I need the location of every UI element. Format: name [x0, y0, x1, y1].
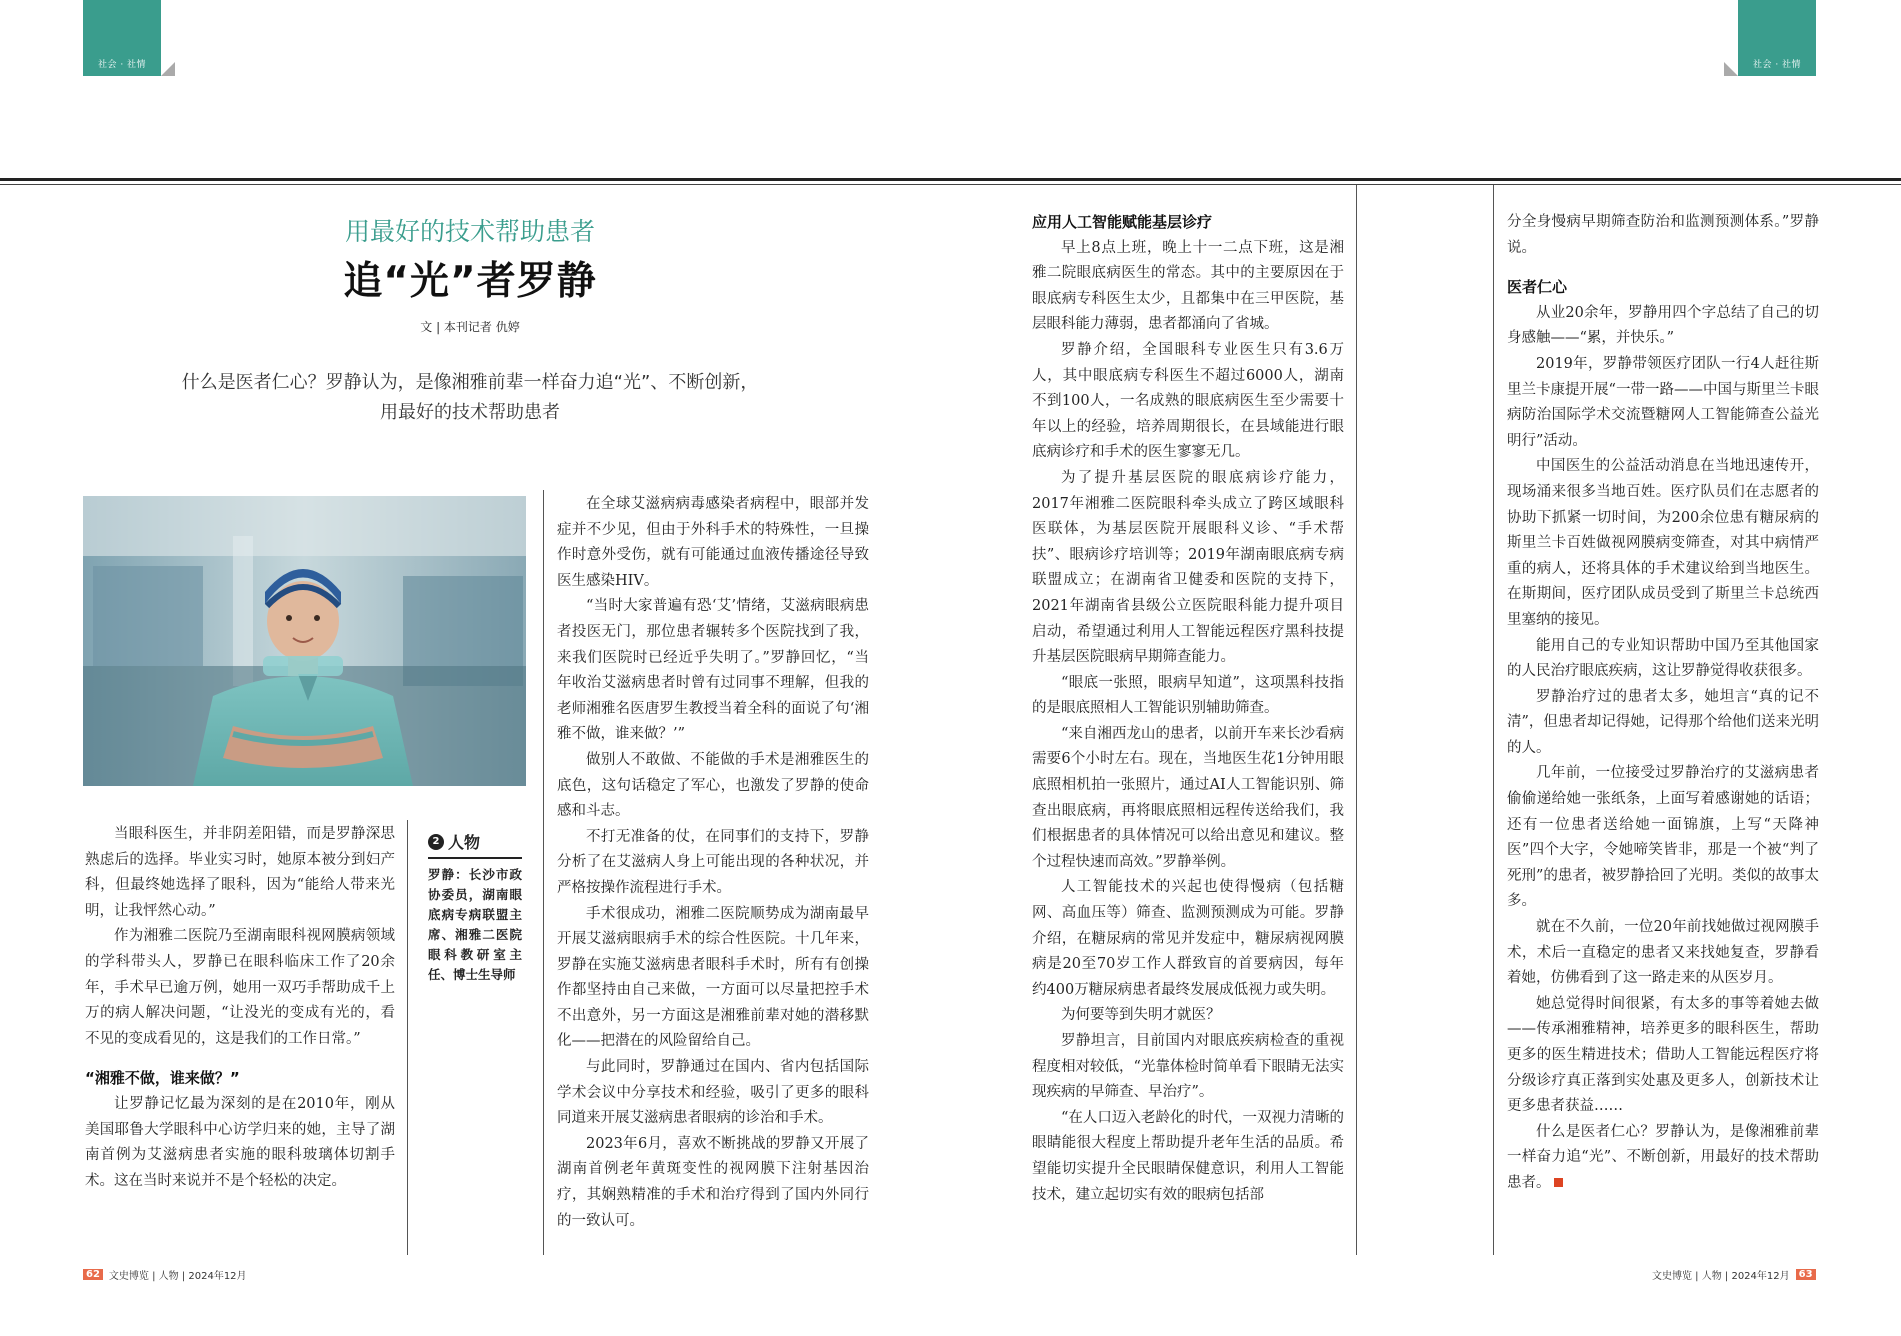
article-title: 追“光”者罗静: [343, 259, 597, 304]
sidebar-heading: [428, 830, 522, 859]
column-4: [1507, 210, 1819, 1197]
paragraph: 罗静介绍，全国眼科专业医生只有3.6万人，其中眼底病专科医生不超过6000人，湖南不到100人，一名成熟的眼底病医生至少需要十年以上的经验，培养周期很长，在县域能进行眼底病诊疗和手术的医生寥寥无几。: [1032, 341, 1344, 461]
paragraph: 不打无准备的仗，在同事们的支持下，罗静分析了在艾滋病人身上可能出现的各种状况，并严格按操作流程进行手术。: [557, 828, 869, 896]
section-tab-left: [83, 0, 161, 76]
paragraph: 从业20余年，罗静用四个字总结了自己的切身感触——“累，并快乐。”: [1507, 304, 1819, 347]
footer-right: [1652, 1267, 1816, 1282]
profile-sidebar: [428, 830, 522, 985]
paragraph: 与此同时，罗静通过在国内、省内包括国际学术会议中分享技术和经验，吸引了更多的眼科同道来开展艾滋病患者眼病的诊治和手术。: [557, 1059, 869, 1127]
article-deck: [160, 368, 780, 428]
paragraph: 罗静坦言，目前国内对眼底疾病检查的重视程度相对较低，“光靠体检时简单看下眼睛无法实现疾病的早筛查、早治疗”。: [1032, 1033, 1344, 1101]
paragraph: 分全身慢病早期筛查防治和监测预测体系。”罗静说。: [1507, 214, 1819, 256]
paragraph: 让罗静记忆最为深刻的是在2010年，刚从美国耶鲁大学眼科中心访学归来的她，主导了湖南首例为艾滋病患者实施的眼科玻璃体切割手术。这在当时来说并不是个轻松的决定。: [85, 1095, 395, 1189]
column-2: [557, 492, 869, 1234]
header-rule-thick: [0, 178, 1901, 181]
sidebar-bio: 罗静：长沙市政协委员，湖南眼底病专病联盟主席、湘雅二医院眼科教研室主任、博士生导师: [428, 867, 522, 982]
section-heading: “湘雅不做，谁来做？”: [85, 1069, 240, 1088]
paragraph: “来自湘西龙山的患者，以前开车来长沙看病需要6个小时左右。现在，当地医生花1分钟用眼底照相机拍一张照片，通过AI人工智能识别、筛查出眼底病，再将眼底照相远程传送给我们，我们根据患者的具体情况可以给出意见和建议。整个过程快速而高效。”罗静举例。: [1032, 725, 1344, 870]
paragraph: 罗静治疗过的患者太多，她坦言“真的记不清”，但患者却记得她，记得那个给他们送来光明的人。: [1507, 688, 1819, 756]
footer-text: 文史博览 | 人物 | 2024年12月: [108, 1271, 247, 1282]
portrait-illustration: [83, 496, 526, 786]
column-divider: [407, 820, 408, 1255]
sidebar-number-badge: 2: [428, 834, 444, 850]
paragraph: 早上8点上班，晚上十一二点下班，这是湘雅二院眼底病医生的常态。其中的主要原因在于眼底病专科医生太少，且都集中在三甲医院，基层眼科能力薄弱，患者都涌向了省城。: [1032, 239, 1344, 333]
paragraph: “当时大家普遍有恐‘艾’情绪，艾滋病眼病患者投医无门，那位患者辗转多个医院找到了我，来我们医院时已经近乎失明了。”罗静回忆，“当年收治艾滋病患者时曾有过同事不理解，但我的老师湘雅名医唐罗生教授当着全科的面说了句‘湘雅不做，谁来做？’”: [557, 598, 869, 743]
paragraph: 做别人不敢做、不能做的手术是湘雅医生的底色，这句话稳定了军心，也激发了罗静的使命感和斗志。: [557, 751, 869, 820]
portrait-photo: [83, 496, 526, 786]
deck-line: 用最好的技术帮助患者: [380, 402, 560, 423]
column-1: [85, 822, 395, 1194]
paragraph: 2023年6月，喜欢不断挑战的罗静又开展了湖南首例老年黄斑变性的视网膜下注射基因治疗，其娴熟精准的手术和治疗得到了国内外同行的一致认可。: [557, 1135, 869, 1229]
sidebar-label: 人物: [448, 833, 481, 852]
paragraph: 中国医生的公益活动消息在当地迅速传开，现场涌来很多当地百姓。医疗队员们在志愿者的协助下抓紧一切时间，为200余位患有糖尿病的斯里兰卡百姓做视网膜病变筛查，对其中病情严重的病人，还将具体的手术建议给到当地医生。在斯期间，医疗团队成员受到了斯里兰卡总统西里塞纳的接见。: [1507, 458, 1819, 628]
section-heading: 应用人工智能赋能基层诊疗: [1032, 213, 1213, 231]
section-label-left: 社会 · 社情: [97, 60, 147, 70]
paragraph: [1507, 1120, 1819, 1197]
tab-fold-left: [161, 62, 175, 76]
paragraph: “眼底一张照，眼病早知道”，这项黑科技指的是眼底照相人工智能识别辅助筛查。: [1032, 674, 1344, 717]
paragraph: 就在不久前，一位20年前找她做过视网膜手术，术后一直稳定的患者又来找她复查，罗静看着她，仿佛看到了这一路走来的从医岁月。: [1507, 919, 1819, 987]
paragraph: 能用自己的专业知识帮助中国乃至其他国家的人民治疗眼底疾病，这让罗静觉得收获很多。: [1507, 637, 1819, 680]
paragraph: 为何要等到失明才就医？: [1061, 1007, 1221, 1024]
paragraph: 几年前，一位接受过罗静治疗的艾滋病患者偷偷递给她一张纸条，上面写着感谢她的话语；还有一位患者送给她一面锦旗，上写“天降神医”四个大字，令她啼笑皆非，那是一个被“判了死刑”的患者，被罗静拾回了光明。类似的故事太多。: [1507, 765, 1819, 910]
article-subtitle: 用最好的技术帮助患者: [344, 217, 595, 246]
closing-paragraph: 什么是医者仁心？罗静认为，是像湘雅前辈一样奋力追“光”、不断创新，用最好的技术帮助患者。: [1507, 1123, 1819, 1191]
column-divider: [543, 490, 544, 1255]
paragraph: 2019年，罗静带领医疗团队一行4人赶往斯里兰卡康提开展“一带一路——中国与斯里兰卡眼病防治国际学术交流暨糖网人工智能筛查公益光明行”活动。: [1507, 355, 1819, 449]
paragraph: 她总觉得时间很紧，有太多的事等着她去做——传承湘雅精神，培养更多的眼科医生，帮助更多的医生精进技术；借助人工智能远程医疗将分级诊疗真正落到实处惠及更多人，创新技术让更多患者获益……: [1507, 995, 1819, 1115]
paragraph: 为了提升基层医院的眼底病诊疗能力，2017年湘雅二医院眼科牵头成立了跨区域眼科医联体，为基层医院开展眼科义诊、“手术帮扶”、眼病诊疗培训等；2019年湖南眼底病专病联盟成立；在湖南省卫健委和医院的支持下，2021年湖南省县级公立医院眼科能力提升项目启动，希望通过利用人工智能远程医疗黑科技提升基层医院眼病早期筛查能力。: [1032, 469, 1344, 666]
paragraph: 人工智能技术的兴起也使得慢病（包括糖网、高血压等）筛查、监测预测成为可能。罗静介绍，在糖尿病的常见并发症中，糖尿病视网膜病是20至70岁工作人群致盲的首要病因，每年约400万糖尿病患者最终发展成低视力或失明。: [1032, 879, 1344, 998]
paragraph: 手术很成功，湘雅二医院顺势成为湖南最早开展艾滋病眼病手术的综合性医院。十几年来，罗静在实施艾滋病患者眼科手术时，所有有创操作都坚持由自己来做，一方面可以尽量把控手术不出意外，另一方面这是湘雅前辈对她的潜移默化——把潜在的风险留给自己。: [557, 905, 869, 1050]
footer-text: 文史博览 | 人物 | 2024年12月: [1652, 1271, 1790, 1282]
header-rule-thin: [0, 184, 1901, 185]
paragraph: 在全球艾滋病病毒感染者病程中，眼部并发症并不少见，但由于外科手术的特殊性，一旦操作时意外受伤，就有可能通过血液传播途径导致医生感染HIV。: [557, 496, 869, 589]
byline: 文 | 本刊记者 仇婷: [420, 320, 520, 334]
end-mark-icon: [1554, 1178, 1563, 1187]
column-3: [1032, 210, 1344, 1208]
page-number: 63: [1796, 1269, 1816, 1280]
page-number: 62: [83, 1269, 103, 1280]
column-divider: [1493, 185, 1494, 1255]
tab-fold-right: [1724, 62, 1738, 76]
paragraph: “在人口迈入老龄化的时代，一双视力清晰的眼睛能很大程度上帮助提升老年生活的品质。希望能切实提升全民眼睛保健意识，利用人工智能技术，建立起切实有效的眼病包括部: [1032, 1109, 1344, 1203]
paragraph: 当眼科医生，并非阴差阳错，而是罗静深思熟虑后的选择。毕业实习时，她原本被分到妇产科，但最终她选择了眼科，因为“能给人带来光明，让我怦然心动。”: [85, 826, 395, 919]
deck-line: 什么是医者仁心？罗静认为，是像湘雅前辈一样奋力追“光”、不断创新，: [181, 372, 759, 393]
column-divider: [1356, 185, 1357, 1255]
section-heading: 医者仁心: [1507, 278, 1568, 297]
paragraph: 作为湘雅二医院乃至湖南眼科视网膜病领域的学科带头人，罗静已在眼科临床工作了20余年，手术早已逾万例，她用一双巧手帮助成千上万的病人解决问题，“让没光的变成有光的，看不见的变成看见的，这是我们的工作日常。”: [85, 928, 395, 1047]
section-label-right: 社会 · 社情: [1752, 60, 1802, 70]
section-tab-right: [1738, 0, 1816, 76]
footer-left: [83, 1267, 247, 1282]
